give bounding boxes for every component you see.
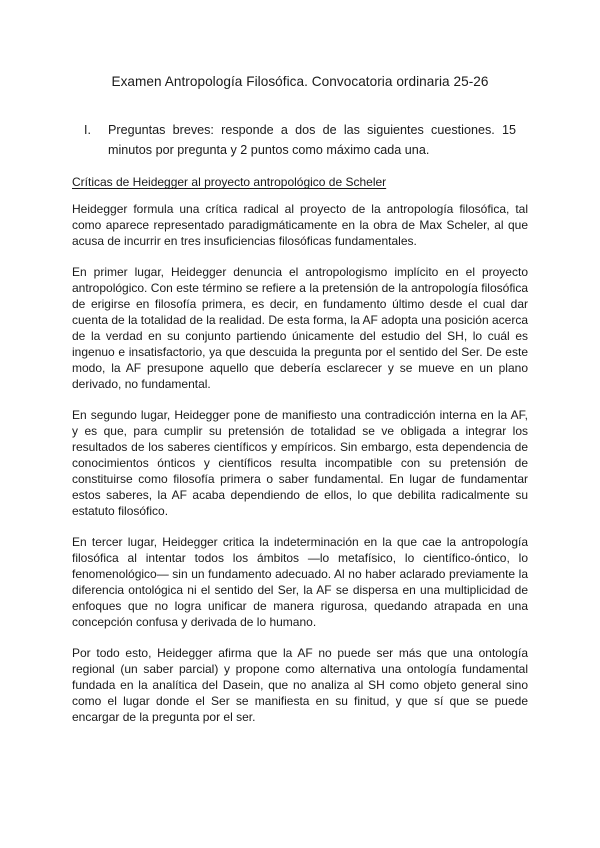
question-number: I.	[84, 123, 91, 137]
paragraph: Heidegger formula una crítica radical al proyecto de la antropología filosófica, tal como aparece representado paradigmáticamente en la obra de Max Scheler, al que acusa de incurrir en tres insuficiencias filosóficas fundamentales.	[72, 202, 528, 248]
answer-body	[72, 201, 528, 740]
paragraph: En primer lugar, Heidegger denuncia el antropologismo implícito en el proyecto antropológico. Con este término se refiere a la pretensión de la antropología filosófica de erigirse en filosofía primera, es decir, en fundamento último desde el cual dar cuenta de la totalidad de la realidad. De esta forma, la AF adopta una posición acerca de la verdad en su conjunto partiendo únicamente del estudio del SH, lo cuál es ingenuo e insatisfactorio, ya que descuida la pregunta por el sentido del Ser. De este modo, la AF presupone aquello que debería esclarecer y se mueve en un plano derivado, no fundamental.	[72, 265, 528, 391]
paragraph: Por todo esto, Heidegger afirma que la AF no puede ser más que una ontología regional (un saber parcial) y propone como alternativa una ontología fundamental fundada en la analítica del Dasein, que no analiza al SH como objeto general sino como el lugar donde el Ser se manifiesta en su finitud, y que sí que se puede encargar de la pregunta por el ser.	[72, 646, 528, 724]
question-text: Preguntas breves: responde a dos de las siguientes cuestiones. 15 minutos por pregunta y 2 puntos como máximo cada una.	[108, 123, 516, 157]
paragraph: En segundo lugar, Heidegger pone de manifiesto una contradicción interna en la AF, y es que, para cumplir su pretensión de totalidad se ve obligada a integrar los resultados de los saberes científicos y empíricos. Sin embargo, esta dependencia de conocimientos ónticos y científicos resulta incompatible con su pretensión de constituirse como filosofía primera o saber fundamental. En lugar de fundamentar estos saberes, la AF acaba dependiendo de ellos, lo que debilita radicalmente su estatuto filosófico.	[72, 408, 528, 518]
exam-title: Examen Antropología Filosófica. Convocatoria ordinaria 25-26	[111, 74, 489, 89]
question-block	[84, 120, 516, 160]
section-title: Críticas de Heidegger al proyecto antropológico de Scheler	[72, 175, 387, 189]
paragraph: En tercer lugar, Heidegger critica la indeterminación en la que cae la antropología filosófica al intentar todos los ámbitos —lo metafísico, lo científico-óntico, lo fenomenológico— sin un fundamento adecuado. Al no haber aclarado previamente la diferencia ontológica ni el sentido del Ser, la AF se dispersa en una multiplicidad de enfoques que no logra unificar de manera rigurosa, quedando atrapada en una concepción confusa y derivada de lo humano.	[72, 535, 528, 629]
